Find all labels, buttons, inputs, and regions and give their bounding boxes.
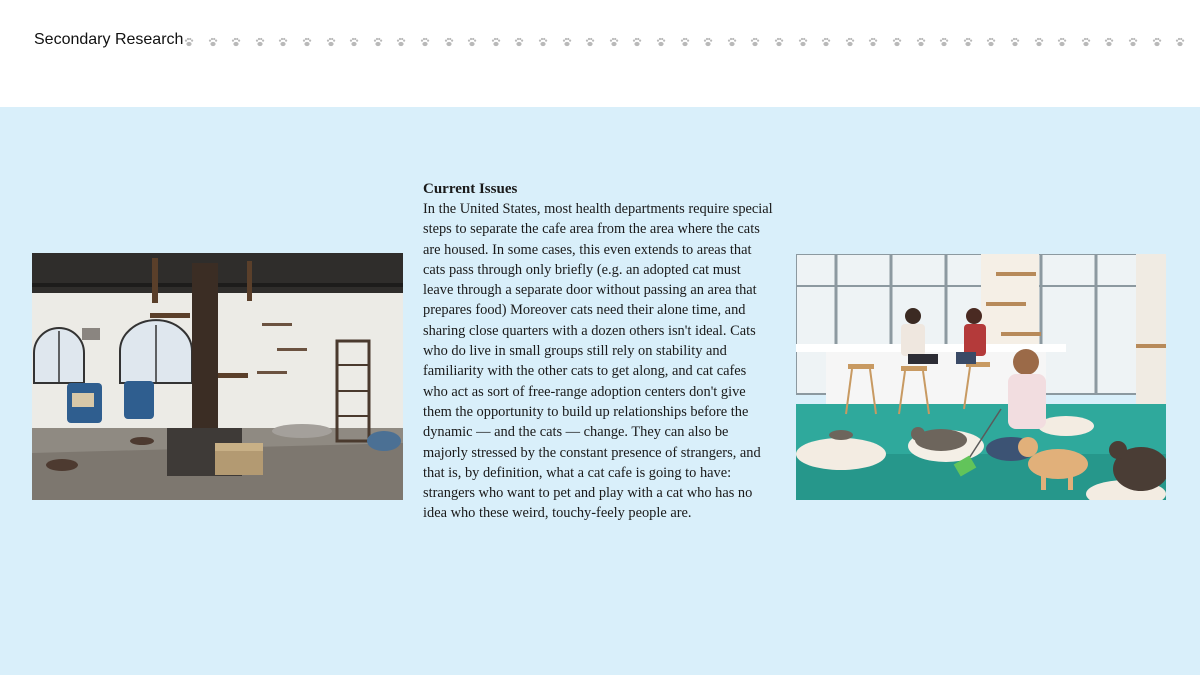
paw-print-icon	[231, 37, 241, 47]
article-body: In the United States, most health departments require special steps to separate the cafe area from the area where the cats are housed. In some cases, this even extends to areas that cats pass through only briefly (e.g. an adopted cat must leave through a separate door without passing an area that prepares food) Moreover cats need their alone time, and sharing close quarters with a dozen others isn't ideal. Cats who do live in small groups still rely on stability and familiarity with the other cats to get along, and cat cafes who act as sort of free-range adoption centers don't give them the opportunity to build up relationships before the dynamic — and the cats — change. They can also be majorly stressed by the constant presence of strangers, and that is, by definition, what a cat cafe is going to have: strangers who want to pet and play with a cat who has no idea who these weird, touchy-feely people are.	[423, 201, 773, 522]
paw-print-icon	[538, 37, 548, 47]
paw-print-icon	[184, 37, 194, 47]
paw-print-icon	[821, 37, 831, 47]
paw-print-icon	[727, 37, 737, 47]
paw-print-icon	[609, 37, 619, 47]
cat-cafe-lounge-photo	[32, 253, 403, 500]
paw-print-icon	[1104, 37, 1114, 47]
paw-print-icon	[373, 37, 383, 47]
paw-print-icon	[1057, 37, 1067, 47]
paw-print-icon	[208, 37, 218, 47]
section-title: Secondary Research	[34, 31, 184, 48]
paw-print-icon	[255, 37, 265, 47]
paw-print-icon	[868, 37, 878, 47]
paw-print-icon	[1152, 37, 1162, 47]
paw-print-icon	[1081, 37, 1091, 47]
paw-print-icon	[349, 37, 359, 47]
paw-print-icon	[680, 37, 690, 47]
paw-print-icon	[1010, 37, 1020, 47]
paw-print-icon	[939, 37, 949, 47]
paw-print-icon	[703, 37, 713, 47]
paw-print-icon	[892, 37, 902, 47]
cat-cafe-visitors-photo	[796, 254, 1166, 500]
paw-print-icon	[467, 37, 477, 47]
paw-print-icon	[326, 37, 336, 47]
article-heading: Current Issues	[423, 181, 518, 197]
paw-print-icon	[396, 37, 406, 47]
paw-print-icon	[514, 37, 524, 47]
paw-print-icon	[798, 37, 808, 47]
content-panel	[0, 107, 1200, 675]
paw-print-icon	[585, 37, 595, 47]
paw-print-icon	[444, 37, 454, 47]
paw-print-icon	[562, 37, 572, 47]
paw-print-icon	[774, 37, 784, 47]
paw-print-icon	[420, 37, 430, 47]
current-issues-article	[423, 179, 773, 524]
paw-print-divider	[180, 37, 1200, 49]
paw-print-icon	[986, 37, 996, 47]
paw-print-icon	[963, 37, 973, 47]
paw-print-icon	[278, 37, 288, 47]
paw-print-icon	[750, 37, 760, 47]
slide-header	[0, 0, 1200, 107]
paw-print-icon	[302, 37, 312, 47]
paw-print-icon	[1128, 37, 1138, 47]
paw-print-icon	[1034, 37, 1044, 47]
paw-print-icon	[632, 37, 642, 47]
paw-print-icon	[1175, 37, 1185, 47]
paw-print-icon	[916, 37, 926, 47]
paw-print-icon	[656, 37, 666, 47]
paw-print-icon	[845, 37, 855, 47]
paw-print-icon	[491, 37, 501, 47]
